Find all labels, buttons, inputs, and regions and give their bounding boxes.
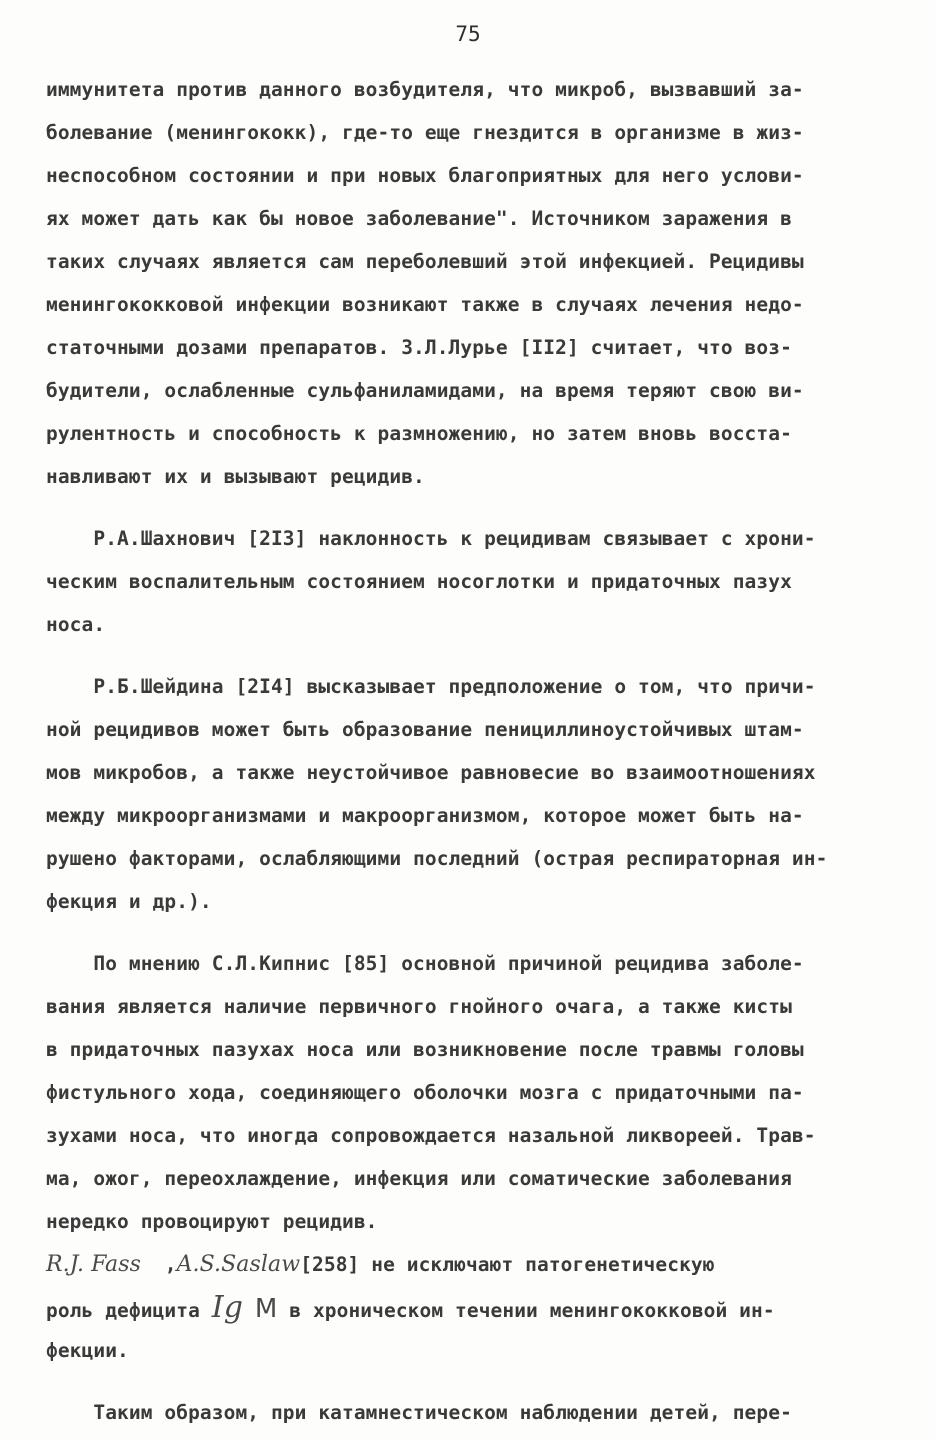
text-line: в придаточных пазухах носа или возникновение после травмы головы <box>46 1038 804 1061</box>
text-line: фистульного хода, соединяющего оболочки мозга с придаточными па- <box>46 1081 804 1104</box>
text-line: Р.А.Шахнович [2I3] наклонность к рецидивам связывает с хрони- <box>46 527 816 550</box>
text-line: нередко провоцируют рецидив. <box>46 1210 378 1233</box>
text-line: зухами носа, что иногда сопровождается назальной ликвореей. Трав- <box>46 1124 816 1147</box>
paragraph-2 <box>46 517 896 646</box>
text-line <box>46 1243 896 1286</box>
handwritten-author-fass: R.J. Fass <box>46 1252 142 1277</box>
text-line: Р.Б.Шейдина [2I4] высказывает предположение о том, что причи- <box>46 675 816 698</box>
handwritten-ig: Ig <box>211 1290 244 1325</box>
separator: , <box>141 1253 177 1276</box>
text-segment: [258] не исключают патогенетическую <box>300 1253 715 1276</box>
text-line: таких случаях является сам переболевший этой инфекцией. Рецидивы <box>46 250 804 273</box>
body-text <box>46 68 896 1434</box>
text-line: ма, ожог, переохлаждение, инфекция или соматические заболевания <box>46 1167 792 1190</box>
text-line: мов микробов, а также неустойчивое равновесие во взаимоотношениях <box>46 761 816 784</box>
text-line: фекция и др.). <box>46 890 212 913</box>
text-line: рушено факторами, ослабляющими последний (острая респираторная ин- <box>46 847 828 870</box>
paragraph-4 <box>46 942 896 1243</box>
text-line: иммунитета против данного возбудителя, что микроб, вызвавший за- <box>46 78 804 101</box>
text-line: ческим воспалительным состоянием носоглотки и придаточных пазух <box>46 570 792 593</box>
text-line: Таким образом, при катамнестическом наблюдении детей, пере- <box>46 1401 792 1424</box>
text-line: болевание (менингококк), где-то еще гнездится в организме в жиз- <box>46 121 804 144</box>
text-line: будители, ослабленные сульфаниламидами, на время теряют свою ви- <box>46 379 804 402</box>
text-line: носа. <box>46 613 106 636</box>
text-line: ной рецидивов может быть образование пенициллиноустойчивых штам- <box>46 718 804 741</box>
text-line: фекции. <box>46 1339 129 1362</box>
handwritten-m: M <box>254 1294 278 1324</box>
text-line: вания является наличие первичного гнойного очага, а также кисты <box>46 995 792 1018</box>
paragraph-6 <box>46 1391 896 1434</box>
page-number: 75 <box>455 22 481 46</box>
text-line: навливают их и вызывают рецидив. <box>46 465 425 488</box>
text-line: ях может дать как бы новое заболевание". Источником заражения в <box>46 207 792 230</box>
paragraph-3 <box>46 665 896 923</box>
text-segment: в хроническом течении менингококковой ин- <box>277 1299 775 1322</box>
text-line <box>46 1286 896 1329</box>
text-line: менингококковой инфекции возникают также в случаях лечения недо- <box>46 293 804 316</box>
text-line: По мнению С.Л.Кипнис [85] основной причиной рецидива заболе- <box>46 952 804 975</box>
handwritten-author-saslaw: A.S.Saslaw <box>176 1252 301 1277</box>
paragraph-1 <box>46 68 896 498</box>
text-line: между микроорганизмами и макроорганизмом, которое может быть на- <box>46 804 804 827</box>
paragraph-5 <box>46 1243 896 1372</box>
text-line: статочными дозами препаратов. З.Л.Лурье [II2] считает, что воз- <box>46 336 792 359</box>
text-segment: роль дефицита <box>46 1299 212 1322</box>
text-line: рулентность и способность к размножению, но затем вновь восста- <box>46 422 792 445</box>
text-line: неспособном состоянии и при новых благоприятных для него услови- <box>46 164 804 187</box>
